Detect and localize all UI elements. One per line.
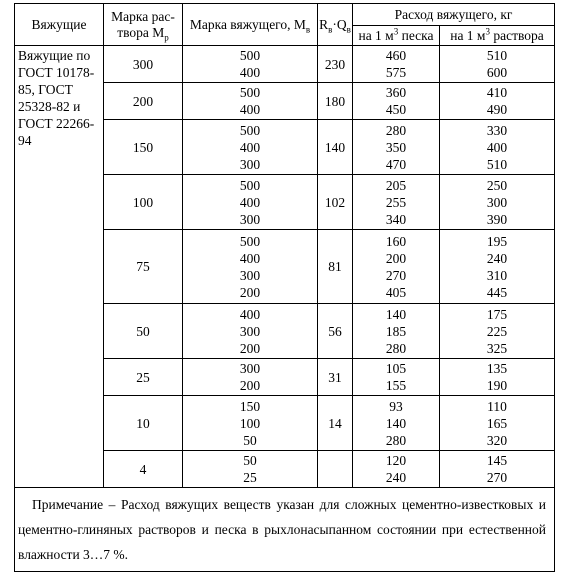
per-mortar-value: 410 [486,85,508,100]
binder-grade-value: 300 [239,323,261,339]
header-per-sand-text: на 1 м [358,28,394,43]
per-mortar-value: 325 [486,340,508,356]
header-per-sand-sup: 3 [393,26,399,37]
binder-grade-cell [183,396,318,451]
per-sand-value: 160 [385,233,407,249]
per-sand-value: 280 [385,340,407,356]
per-sand-value: 93 [389,398,403,414]
per-sand-value: 185 [385,323,407,339]
per-mortar-value: 490 [486,102,508,117]
per-sand-value: 470 [385,156,407,172]
per-sand-value: 240 [385,470,407,485]
binder-line: 25328-82 и [18,99,81,114]
header-binder: Вяжущие [15,4,104,46]
binder-grade-value: 400 [239,250,261,266]
rq-cell: 56 [318,304,353,359]
per-sand-value: 460 [385,48,407,63]
binder-line: 94 [18,133,32,148]
header-per-mortar-sup: 3 [485,26,490,37]
header-rq-sub2: в [346,24,351,35]
binder-grade-value: 500 [239,85,261,100]
header-per-sand [353,26,440,46]
consumption-table [14,3,555,572]
mortar-grade-cell: 75 [104,230,183,304]
header-rq [318,4,353,46]
binder-grade-value: 150 [239,398,261,414]
per-mortar-value: 330 [486,122,508,138]
per-sand-value: 140 [385,415,407,431]
per-sand-cell [353,230,440,304]
mortar-grade-cell: 25 [104,359,183,396]
per-mortar-value: 225 [486,323,508,339]
per-sand-value: 350 [385,139,407,155]
header-rq-sub1: в [328,24,333,35]
per-mortar-cell [440,359,555,396]
mortar-grade-cell: 150 [104,120,183,175]
binder-grade-value: 400 [239,65,261,80]
mortar-grade-cell: 200 [104,83,183,120]
per-mortar-value: 310 [486,267,508,283]
per-mortar-value: 400 [486,139,508,155]
per-mortar-value: 510 [486,156,508,172]
binder-grade-value: 400 [239,194,261,210]
binder-line: 85, ГОСТ [18,82,73,97]
per-sand-value: 575 [385,65,407,80]
per-mortar-value: 190 [486,378,508,393]
header-per-mortar-text: на 1 м [450,28,486,43]
binder-grade-value: 400 [239,139,261,155]
binder-line: ГОСТ 10178- [18,65,95,80]
header-mortar-grade-line2: твора М [117,24,165,40]
per-mortar-value: 110 [487,398,507,414]
header-rq-q: ·Q [332,16,347,32]
rq-cell: 102 [318,175,353,230]
table-row [15,46,555,83]
per-mortar-cell [440,83,555,120]
header-mortar-grade-line1: Марка рас- [111,8,175,24]
header-per-mortar-tail: раствора [489,28,544,43]
per-sand-value: 255 [385,194,407,210]
per-mortar-value: 445 [486,284,508,300]
binder-grade-cell [183,120,318,175]
per-sand-cell [353,396,440,451]
per-mortar-cell [440,396,555,451]
binder-grade-value: 200 [239,378,261,393]
per-sand-value: 140 [385,306,407,322]
per-sand-cell [353,46,440,83]
per-sand-value: 270 [385,267,407,283]
per-mortar-cell [440,451,555,488]
header-per-sand-tail: песка [398,28,434,43]
header-mortar-grade [104,4,183,46]
per-sand-cell [353,83,440,120]
per-mortar-value: 390 [486,211,508,227]
per-sand-value: 105 [385,361,407,376]
binder-grade-value: 500 [239,233,261,249]
document-page [14,3,554,572]
per-sand-cell [353,304,440,359]
binder-grade-value: 500 [239,177,261,193]
per-mortar-cell [440,230,555,304]
binder-grade-value: 300 [239,361,261,376]
header-mortar-grade-sub: р [164,32,169,43]
binder-grade-value: 300 [239,267,261,283]
mortar-grade-cell: 100 [104,175,183,230]
mortar-grade-cell: 10 [104,396,183,451]
per-sand-value: 405 [385,284,407,300]
per-mortar-value: 135 [486,361,508,376]
per-mortar-value: 250 [486,177,508,193]
per-sand-cell [353,120,440,175]
per-sand-value: 280 [385,122,407,138]
header-consumption: Расход вяжущего, кг [353,4,555,26]
binder-cell [15,46,104,488]
binder-grade-value: 500 [239,48,261,63]
rq-cell: 180 [318,83,353,120]
rq-cell: 14 [318,396,353,451]
binder-grade-cell [183,230,318,304]
binder-grade-cell [183,46,318,83]
binder-grade-cell [183,304,318,359]
per-sand-value: 205 [385,177,407,193]
per-mortar-value: 320 [486,432,508,448]
binder-grade-cell [183,175,318,230]
mortar-grade-cell: 50 [104,304,183,359]
per-mortar-cell [440,120,555,175]
binder-grade-value: 200 [239,284,261,300]
binder-grade-value: 100 [239,415,261,431]
header-per-mortar [440,26,555,46]
per-sand-value: 360 [385,85,407,100]
per-sand-cell [353,451,440,488]
header-rq-r: R [319,16,329,32]
binder-grade-value: 25 [243,470,257,485]
per-sand-cell [353,175,440,230]
binder-grade-cell [183,359,318,396]
per-sand-value: 340 [385,211,407,227]
rq-cell: 230 [318,46,353,83]
per-sand-value: 450 [385,102,407,117]
binder-grade-value: 200 [239,340,261,356]
per-sand-cell [353,359,440,396]
binder-grade-value: 400 [239,306,261,322]
table-note: Примечание – Расход вяжущих веществ указан для сложных цементно-известковых и цементно-глиняных растворов и песка в рыхлонасыпанном состоянии при естественной влажности 3…7 %. [15,488,555,572]
binder-grade-value: 500 [239,122,261,138]
per-mortar-value: 510 [486,48,508,63]
binder-grade-cell [183,451,318,488]
per-sand-value: 200 [385,250,407,266]
binder-grade-value: 50 [243,453,257,468]
per-sand-value: 120 [385,453,407,468]
per-sand-value: 155 [385,378,407,393]
binder-grade-cell [183,83,318,120]
per-mortar-cell [440,175,555,230]
rq-cell [318,451,353,488]
mortar-grade-cell: 4 [104,451,183,488]
binder-line: ГОСТ 22266- [18,116,95,131]
table-body [15,46,555,488]
binder-line: Вяжущие по [18,48,91,63]
mortar-grade-cell: 300 [104,46,183,83]
binder-grade-value: 300 [239,211,261,227]
binder-grade-value: 400 [239,102,261,117]
rq-cell: 81 [318,230,353,304]
rq-cell: 140 [318,120,353,175]
per-sand-value: 280 [385,432,407,448]
rq-cell: 31 [318,359,353,396]
per-mortar-value: 600 [486,65,508,80]
binder-grade-value: 300 [239,156,261,172]
header-binder-grade-sub: в [305,24,311,35]
header-binder-grade-text: Марка вяжущего, М [189,16,306,32]
per-mortar-value: 195 [486,233,508,249]
per-mortar-value: 175 [486,306,508,322]
per-mortar-value: 270 [486,470,508,485]
per-mortar-value: 240 [486,250,508,266]
header-binder-grade [183,4,318,46]
per-mortar-value: 145 [486,453,508,468]
per-mortar-cell [440,304,555,359]
binder-grade-value: 50 [243,432,257,448]
per-mortar-cell [440,46,555,83]
per-mortar-value: 165 [486,415,508,431]
per-mortar-value: 300 [486,194,508,210]
